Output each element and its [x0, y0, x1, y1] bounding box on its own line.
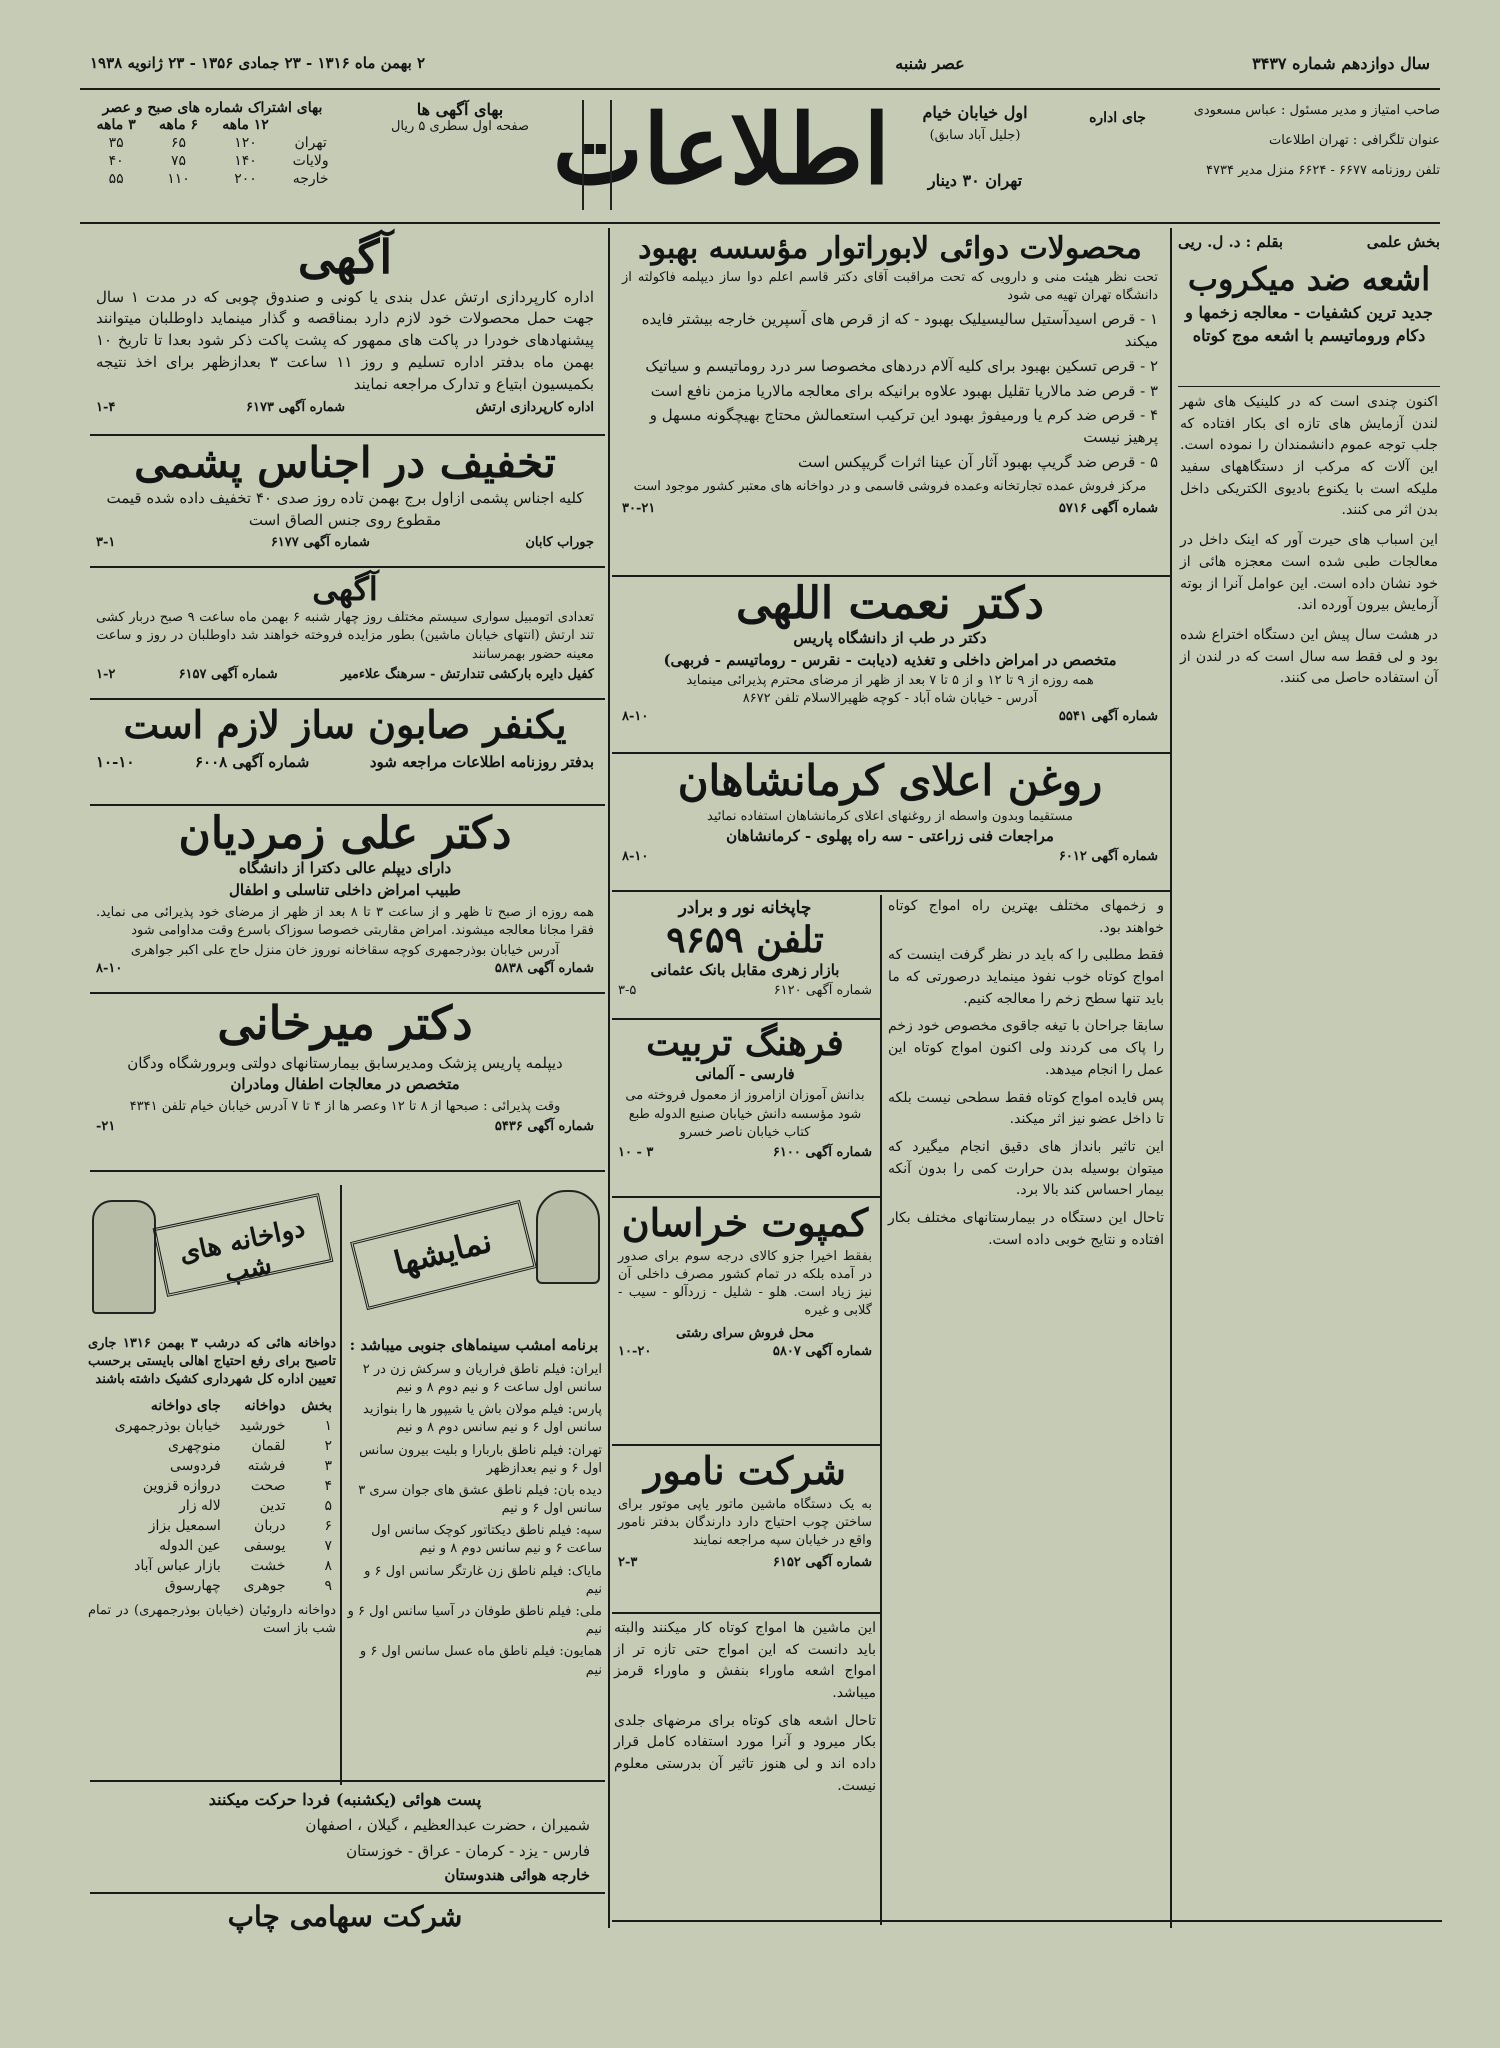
subs-cell: ۱۴۰ — [234, 153, 257, 169]
ad-number: شماره آگهی ۵۴۳۶ — [494, 1119, 594, 1135]
ad-sale: محل فروش سرای رشتی — [675, 1325, 815, 1341]
ad-number: شماره آگهی ۵۵۴۱ — [1058, 709, 1158, 725]
paragraph: این ماشین ها امواج کوتاه کار میکنند والبته باید دانست که این امواج حتی تازه تر از امواج اشعه ماوراء بنفش و ماوراء قرمز میباشد. — [614, 1620, 876, 1702]
rule — [90, 992, 605, 994]
ad-phone: تلفن ۹۶۵۹ — [666, 918, 824, 961]
ad-agahi-1 — [90, 232, 600, 432]
table-row — [88, 1476, 336, 1496]
paragraph: سابقا جراحان با تیغه جاقوی مخصوص خود زخم را پاک می کردند ولی اکنون امواج کوتاه این عمل را انجام میدهد. — [888, 1018, 1164, 1078]
article-continuation — [888, 896, 1164, 1916]
ad-title: فرهنگ تربیت — [646, 1022, 844, 1064]
cell: ۲ — [324, 1437, 332, 1454]
ad-body: اداره کارپردازی ارتش عدل بندی یا کونی و صندوق چوبی که در مدت ۱ سال جهت حمل محصولات خود لازم دارد بمناقصه و گذار مینماید داوطلبان میتوانند پیشنهادهای خودرا در پاکت های ممهور که پشت پاکت ذکر شود بعدا تا تاریخ ۱۰ بهمن ماه بدفتر اداره تسلیم و روز ۱۱ ساعت ۳ بعدازظهر برای اخذ نتیجه بکمیسیون ابتیاع و تدارک مراجعه نمایند — [96, 287, 595, 393]
cell: یوسفی — [243, 1537, 286, 1554]
pharmacy-col: دواخانه — [244, 1397, 286, 1414]
ad-body: تحت نظر هیئت منی و دارویی که تحت مراقبت آقای دکتر قاسم اعلم دوا ساز دیپلمه فاکولته از دانشگاه تهران تهیه می شود — [622, 270, 1158, 304]
section-label: بخش علمی — [1366, 233, 1440, 251]
issue-date: ۲ بهمن ماه ۱۳۱۶ - ۲۳ جمادی ۱۳۵۶ - ۲۳ ژانویه ۱۹۳۸ — [90, 54, 426, 72]
ad-code: ۱۰-۱۰ — [96, 752, 135, 771]
subs-cell: ۴۰ — [108, 153, 124, 169]
ad-agahi-2 — [90, 572, 600, 697]
office-label: جای اداره — [1089, 110, 1146, 126]
subs-table — [85, 116, 340, 188]
paragraph: این تاثیر بانداز های دقیق انجام میگیرد که میتوان بوسیله بدن حرارت کمی را بدون آنکه بیمار احساس کند بالا برد. — [888, 1138, 1164, 1199]
subs-place: ولایات — [292, 153, 329, 169]
cell: چهارسوق — [164, 1577, 221, 1594]
table-row — [88, 1456, 336, 1476]
cell: دروازه قزوین — [142, 1477, 221, 1494]
ad-body: همه روزه از صبح تا ظهر و از ساعت ۳ تا ۸ بعد از ظهر از مرضای خود پذیرائی می نماید. فقرا مجانا معالجه میشوند. امراض مقاربتی خصوصا سوزاک باسرع وقت مداوامی شود — [96, 904, 594, 939]
list-item: دیده بان: فیلم ناطق عشق های جوان سری ۳ سانس اول ۶ و نیم — [358, 1482, 602, 1517]
rule — [90, 566, 605, 568]
ad-number: شماره آگهی ۶۰۱۲ — [1058, 849, 1158, 865]
subs-cell: ۶۵ — [171, 135, 187, 151]
ad-number: شماره آگهی ۵۸۰۷ — [772, 1343, 872, 1359]
rule — [612, 752, 1170, 754]
ad-price-sub: صفحه اول سطری ۵ ریال — [390, 119, 530, 134]
cell: ۴ — [324, 1477, 332, 1494]
bottom-rule — [612, 1920, 1442, 1922]
ad-body: تعدادی اتومبیل سواری سیستم مختلف روز چهار شنبه ۶ بهمن ماه ساعت ۹ صبح دربار کشی تند ارتش (انتهای خیابان ماشین) بطور مزایده فروخته خواهند شد داوطلبان در روز و ساعت معینه حضور بهمرسانند — [96, 610, 594, 662]
rule — [90, 698, 605, 700]
science-headline — [1178, 262, 1440, 382]
table-row — [88, 1556, 336, 1576]
byline: بقلم : د. ل. ریی — [1178, 233, 1284, 251]
ad-code: ۲-۳ — [618, 1555, 638, 1571]
table-row — [88, 1496, 336, 1516]
ad-title: تخفیف در اجناس پشمی — [134, 438, 556, 487]
subs-block — [85, 100, 340, 215]
cell: ۹ — [324, 1577, 332, 1594]
ad-line: دکتر در طب از دانشگاه پاریس — [793, 629, 987, 648]
list-item: مایاک: فیلم ناطق زن غارتگر سانس اول ۶ و نیم — [364, 1563, 602, 1597]
ad-mirkhani — [90, 998, 600, 1168]
list-item: همایون: فیلم ناطق ماه عسل سانس اول ۶ و نیم — [359, 1644, 602, 1678]
list-item: ۵ - قرص ضد گریپ بهبود آثار آن عینا اثرات گریپکس است — [798, 452, 1158, 471]
divider-1 — [608, 228, 610, 1928]
pharmacy-list — [88, 1335, 336, 1775]
paragraph: در هشت سال پیش این دستگاه اختراع شده بود و لی فقط سه سال است که در لندن از آن استفاده حاصل می کنند. — [1180, 626, 1438, 687]
subs-place: تهران — [294, 135, 327, 151]
rule — [90, 804, 605, 806]
ad-number: شماره آگهی ۶۱۵۲ — [772, 1555, 872, 1571]
cinema-list — [346, 1335, 602, 1775]
masthead-rule — [80, 222, 1440, 224]
ad-soap — [90, 704, 600, 804]
rule — [612, 1612, 882, 1614]
ad-body: مستقیما وبدون واسطه از روغنهای اعلای کرمانشاهان استفاده نمائید — [707, 809, 1073, 825]
subs-col: ۱۲ ماهه — [222, 117, 269, 133]
ad-number: شماره آگهی ۶۰۰۸ — [194, 752, 310, 771]
cinema-banner — [346, 1180, 602, 1330]
ad-address: آدرس - خیابان شاه آباد - کوچه ظهیرالاسلام تلفن ۸۶۷۲ — [742, 691, 1038, 707]
list-item: پارس: فیلم مولان باش یا شیپور ها را بنوازید سانس اول ۶ و نیم سانس دوم ۸ و نیم — [363, 1402, 602, 1436]
article-continuation-lower — [614, 1618, 876, 1918]
printer-credit: شرکت سهامی چاپ — [227, 1900, 463, 1933]
subs-cell: ۱۱۰ — [167, 171, 190, 187]
rule — [1178, 386, 1440, 387]
paragraph: پس فایده امواج کوتاه فقط سطحی نیست بلکه تا داخل عضو نیز اثر میکند. — [888, 1089, 1164, 1128]
ad-address: بازار زهری مقابل بانک عثمانی — [650, 961, 840, 980]
ad-number: شماره آگهی ۵۸۳۸ — [494, 961, 594, 977]
ad-line: متخصص در امراض داخلی و تغذیه (دیابت - نقرس - روماتیسم - فربهی) — [663, 651, 1117, 670]
table-row — [88, 1576, 336, 1596]
paragraph: تاحال اشعه های کوتاه برای مرضهای جلدی بکار میرود و آنرا مورد استفاده کامل قرار داده اند و لی هنوز تاثیر آن بدرستی معلوم نیست. — [614, 1712, 876, 1794]
ad-number: شماره آگهی ۶۱۵۷ — [178, 666, 278, 682]
ad-namvar — [614, 1450, 876, 1610]
ad-laboratory — [616, 232, 1164, 572]
ad-sign: کفیل دایره بارکشی تندارتش - سرهنگ علاءمیر — [340, 666, 594, 682]
subs-place: خارجه — [292, 171, 329, 187]
telegraph-line: عنوان تلگرافی : تهران اطلاعات — [1268, 132, 1440, 148]
ad-sign: اداره کارپردازی ارتش — [475, 400, 594, 416]
divider-3 — [880, 895, 882, 1925]
ad-title: محصولات دوائی لابوراتوار مؤسسه بهبود — [638, 231, 1142, 266]
issue-number: سال دوازدهم شماره ۳۴۳۷ — [1252, 54, 1430, 73]
ad-code: ۸-۱۰ — [622, 849, 649, 865]
ad-body: به یک دستگاه ماشین ماتور یاپی موتور برای ساختن چوب احتیاج دارد دارندگان بدفتر نامور واقع در خیابان سپه مراجعه نمایند — [618, 1496, 872, 1549]
table-row — [88, 1436, 336, 1456]
ad-number: شماره آگهی ۶۱۷۳ — [246, 400, 346, 416]
ad-compost — [614, 1202, 876, 1442]
post-line: شمیران ، حضرت عبدالعظیم ، گیلان ، اصفهان — [305, 1816, 590, 1835]
paragraph: و زخمهای مختلف بهترین راه امواج کوتاه خواهند بود. — [888, 898, 1164, 936]
list-item: ایران: فیلم ناطق فراریان و سرکش زن در ۲ سانس اول ساعت ۶ و نیم دوم ۸ و نیم — [362, 1361, 602, 1395]
post-title: پست هوائی (یکشنبه) فردا حرکت میکنند — [208, 1790, 482, 1809]
divider-2 — [1170, 228, 1172, 1928]
ad-title: دکتر علی زمردیان — [178, 808, 512, 859]
list-item: ۱ - قرص اسیدآستیل سالیسیلیک بهبود - که از قرص های آسپرین خارجه بیشتر فایده میکند — [641, 310, 1158, 351]
subs-cell: ۳۵ — [108, 135, 124, 151]
price: تهران ۳۰ دینار — [927, 171, 1023, 191]
list-item: ۴ - قرص ضد کرم یا ورمیفوژ بهبود این ترکیب استعمالش محتاج بهیچگونه مسهل و پرهیز نیست — [649, 406, 1158, 447]
cell: تدین — [259, 1497, 286, 1514]
rule — [90, 1780, 605, 1782]
cell: فردوسی — [169, 1457, 221, 1474]
ad-code: ۱-۴ — [96, 400, 116, 416]
ad-subtitle: فارسی - آلمانی — [695, 1064, 795, 1083]
ad-number: شماره آگهی ۶۱۰۰ — [772, 1144, 872, 1160]
cell: جوهری — [243, 1577, 286, 1594]
cell: دربان — [254, 1517, 286, 1534]
paragraph: اکنون چندی است که در کلینیک های شهر لندن آزمایش های تازه ای بکار افتاده که جلب توجه عموم دانشمندان را نموده است. این آلات که مرکب از دستگاههای سفید ملیکه است با یکنوع بادیوی الکتریکی داخل بدن اثر می کنند. — [1180, 394, 1438, 519]
article-title: اشعه ضد میکروب — [1187, 260, 1431, 298]
subs-col: ۶ ماهه — [159, 117, 199, 133]
ad-discount — [90, 440, 600, 570]
subs-title: بهای اشتراک شماره های صبح و عصر — [102, 100, 323, 116]
pharmacy-col: بخش — [301, 1397, 332, 1414]
cell: لاله زار — [179, 1497, 221, 1514]
list-item: تهران: فیلم ناطق باربارا و بلیت بیرون سانس اول ۶ و نیم بعدازظهر — [359, 1442, 602, 1476]
ad-nematollahi — [616, 580, 1164, 750]
ad-body: بدانش آموزان ازامروز از معمول فروخته می شود مؤسسه دانش خیابان صنیع الدوله طبع کتاب خیابان ناصر خسرو — [625, 1088, 865, 1140]
cell: ۵ — [324, 1497, 332, 1514]
post-line: فارس - یزد - کرمان - عراق - خوزستان — [346, 1841, 590, 1860]
pharmacy-banner — [88, 1180, 336, 1330]
paragraph: تاحال این دستگاه در بیمارستانهای مختلف بکار افتاده و نتایج خوبی داده است. — [888, 1209, 1164, 1248]
pharmacy-table — [88, 1396, 336, 1596]
pharmacy-note: دواخانه داروئیان (خیابان بوذرجمهری) در تمام شب باز است — [88, 1602, 336, 1636]
paragraph: این اسباب های حیرت آور که اینک داخل در معالجات طبی شده است معجزه هائی از خود نشان داده است. این عوامل آنرا از بوته آزمایش بیرون آورده اند. — [1180, 532, 1438, 614]
ad-title: کمپوت خراسان — [621, 1200, 869, 1245]
ad-zomorrodian — [90, 810, 600, 990]
list-item: سپه: فیلم ناطق دیکتاتور کوچک سانس اول ساعت ۶ و نیم سانس دوم ۸ و نیم — [371, 1523, 602, 1557]
ad-code: ۱-۲ — [96, 666, 116, 682]
ad-code: ۳-۱ — [96, 534, 116, 550]
owner-line: صاحب امتیاز و مدیر مسئول : عباس مسعودی — [1193, 103, 1440, 118]
ad-address: وقت پذیرائی : صبحها از ۸ تا ۱۲ وعصر ها از ۴ تا ۷ آدرس خیابان خیام تلفن ۴۳۴۱ — [129, 1099, 561, 1115]
ad-shop: جوراب کابان — [525, 534, 594, 550]
ad-price-block — [340, 100, 580, 215]
science-header — [1178, 232, 1440, 262]
subs-cell: ۵۵ — [108, 171, 124, 187]
post-line: خارجه هوائی هندوستان — [444, 1865, 590, 1884]
table-row — [88, 1416, 336, 1436]
list-item: ملی: فیلم ناطق طوفان در آسیا سانس اول ۶ و نیم — [347, 1604, 602, 1638]
cell: اسمعیل بزاز — [148, 1517, 221, 1534]
ad-code: ۳۰-۲۱ — [622, 500, 656, 516]
science-body — [1180, 392, 1438, 1922]
projector-figure-icon — [536, 1190, 600, 1284]
cell: بازار عباس آباد — [134, 1557, 221, 1574]
ad-number: شماره آگهی ۵۷۱۶ — [1058, 500, 1158, 516]
ad-number: شماره آگهی ۶۱۲۰ — [773, 982, 872, 998]
paragraph: فقط مطلبی را که باید در نظر گرفت اینست که امواج کوتاه خوب نفوذ مینماید درصورتی که ما باید تنها سطح زخم را معالجه کنیم. — [888, 947, 1164, 1007]
rule — [612, 1018, 882, 1020]
ad-code: ۲۱- — [96, 1119, 116, 1135]
subs-col: ۳ ماهه — [96, 117, 136, 133]
rule — [612, 1196, 882, 1198]
pharmacy-header: دواخانه های شب — [153, 1193, 334, 1297]
ad-title: دکتر میرخانی — [217, 996, 473, 1050]
divider-4 — [340, 1185, 342, 1785]
address-line1: اول خیابان خیام — [922, 103, 1028, 122]
ad-title: دکتر نعمت اللهی — [736, 578, 1044, 629]
table-row — [88, 1516, 336, 1536]
ad-code: ۸-۱۰ — [96, 961, 123, 977]
subs-cell: ۷۵ — [171, 153, 187, 169]
cell: صحت — [250, 1477, 286, 1494]
cell: ۳ — [324, 1457, 332, 1474]
ad-number: شماره آگهی ۶۱۷۷ — [270, 534, 370, 550]
list-item: ۲ - قرص تسکین بهبود برای کلیه آلام دردهای مخصوصا سر درد روماتیسم و سیاتیک — [645, 356, 1158, 375]
cinema-header: نمایشها — [350, 1200, 537, 1310]
pharmacist-figure-icon — [92, 1200, 156, 1314]
cell: خیابان بوذرجمهری — [114, 1417, 221, 1434]
ad-title: آگهی — [297, 230, 393, 284]
cell: لقمان — [251, 1437, 286, 1454]
top-rule — [80, 88, 1440, 90]
owner-block — [1165, 96, 1440, 216]
ad-line: دارای دیپلم عالی دکترا از دانشگاه — [238, 859, 452, 878]
ad-body: کلیه اجناس پشمی ازاول برج بهمن تاده روز صدی ۴۰ تخفیف داده شده قیمت مقطوع روی جنس الصاق است — [106, 489, 584, 529]
rule — [612, 575, 1170, 577]
cell: ۱ — [324, 1417, 332, 1434]
cell: ۸ — [324, 1557, 332, 1574]
pharmacy-col: جای دواخانه — [150, 1397, 221, 1414]
rule — [90, 1170, 605, 1172]
phones-line: تلفن روزنامه ۶۶۷۷ - ۶۶۲۴ منزل مدیر ۴۷۳۴ — [1206, 162, 1440, 178]
article-subtitle: جدید ترین کشفیات - معالجه زخمها و دکام وروماتیسم با اشعه موج کوتاه — [1185, 303, 1433, 346]
ad-body: بفقط اخیرا جزو کالای درجه سوم برای صدور در آمده بلکه در تمام کشور مصرف داخلی آن نیز زیاد است. هلو - شلیل - زردآلو - سیب - گلابی و غیره — [618, 1248, 872, 1319]
address-block — [890, 100, 1060, 210]
masthead-ornament — [582, 100, 612, 210]
table-row — [88, 1536, 336, 1556]
ad-title: چاپخانه نور و برادر — [678, 898, 812, 918]
ad-code: ۳-۵ — [618, 982, 637, 998]
cell: منوچهری — [168, 1437, 221, 1454]
pharmacy-intro: دواخانه هائی که درشب ۳ بهمن ۱۳۱۶ جاری تاصبح برای رفع احتیاج اهالی بایستی برحسب تعیین اداره کل شهرداری کشیک داشته باشند — [88, 1336, 336, 1388]
rule — [90, 434, 605, 436]
list-item: ۳ - قرص ضد مالاریا تقلیل بهبود علاوه برانیکه برای معالجه مالاریا مزمن نافع است — [650, 381, 1158, 400]
ad-line: متخصص در معالجات اطفال ومادران — [230, 1075, 460, 1094]
cell: عین الدوله — [159, 1537, 221, 1554]
ad-body: همه روزه از ۹ تا ۱۲ و از ۵ تا ۷ بعد از ظهر از مرضای محترم پذیرائی مینماید — [686, 672, 1094, 688]
rule — [612, 1444, 882, 1446]
air-post — [90, 1788, 600, 1888]
ad-ghee — [616, 758, 1164, 888]
ad-address: آدرس خیابان بوذرجمهری کوچه سقاخانه نوروز خان منزل حاج علی اکبر جواهری — [130, 943, 560, 959]
cell: فرشته — [247, 1457, 286, 1474]
ad-title: روغن اعلای کرمانشاهان — [677, 756, 1103, 805]
ad-code: ۱۰-۲۰ — [618, 1343, 652, 1359]
ad-code: ۸-۱۰ — [622, 709, 649, 725]
issue-edition: عصر شنبه — [895, 54, 965, 73]
cell: خورشید — [239, 1417, 286, 1434]
ad-address: مراجعات فنی زراعتی - سه راه پهلوی - کرمانشاهان — [726, 827, 1054, 846]
rule — [612, 890, 1170, 892]
ad-line: طبیب امراض داخلی تناسلی و اطفال — [229, 881, 461, 900]
subs-row — [85, 170, 340, 188]
cell: ۶ — [324, 1517, 332, 1534]
ad-farhang — [614, 1024, 876, 1194]
masthead-title: اطلاعات — [552, 93, 890, 206]
cinema-title: برنامه امشب سینماهای جنوبی میباشد : — [349, 1336, 599, 1354]
address-line2: (جلیل آباد سابق) — [929, 127, 1021, 143]
ad-printing-house — [614, 896, 876, 1016]
cell: خشت — [250, 1557, 286, 1574]
ad-code: ۳ - ۱۰ — [618, 1144, 654, 1160]
ad-title: آگهی — [312, 570, 378, 608]
ad-title: یکنفر صابون ساز لازم است — [123, 702, 567, 747]
ad-sale: مرکز فروش عمده تجارتخانه وعمده فروشی قاسمی و در دواخانه های معتبر کشور موجود است — [633, 478, 1147, 494]
cell: ۷ — [324, 1537, 332, 1554]
ad-title: شرکت نامور — [644, 1448, 846, 1493]
subs-cell: ۱۲۰ — [234, 135, 257, 151]
subs-cell: ۲۰۰ — [234, 171, 257, 187]
ad-body: بدفتر روزنامه اطلاعات مراجعه شود — [369, 752, 594, 771]
rule — [90, 1892, 605, 1894]
subs-row — [85, 152, 340, 170]
subs-row — [85, 134, 340, 152]
ad-line: دیپلمه پاریس پزشک ومدیرسابق بیمارستانهای دولتی وبرورشگاه ودگان — [127, 1053, 563, 1072]
ad-price-title: بهای آگهی ها — [416, 100, 504, 119]
